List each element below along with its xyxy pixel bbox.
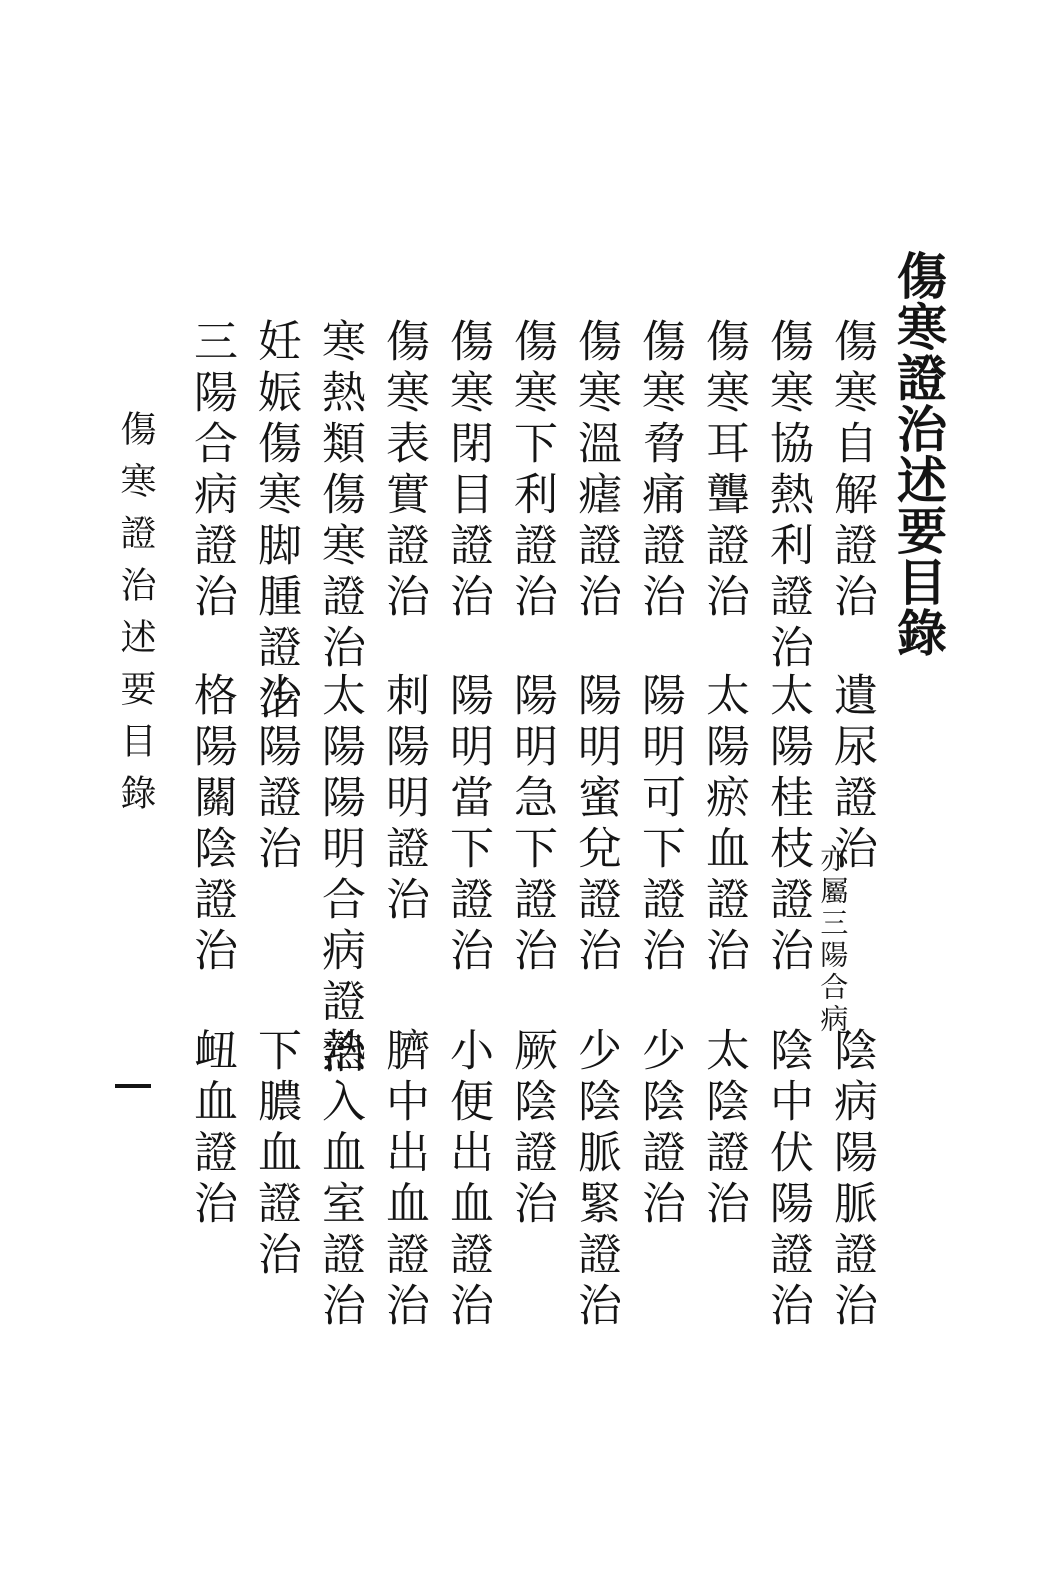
page-title: 傷寒證治述要目錄 [889,250,948,658]
toc-entry: 陽明蜜兌證治 [570,672,621,978]
toc-entry: 太陽陽明合病證治 [314,672,365,1080]
toc-entry: 格陽關陰證治 [186,672,237,978]
toc-entry: 陰病陽脈證治 [826,1027,877,1333]
toc-entry: 陽明當下證治 [442,672,493,978]
toc-entry: 衄血證治 [186,1027,237,1231]
toc-entry: 厥陰證治 [506,1027,557,1231]
toc-entry: 熱入血室證治 [314,1027,365,1333]
toc-entry: 陽明可下證治 [634,672,685,978]
toc-entry: 傷寒自解證治 [826,318,877,624]
toc-entry: 三陽合病證治 [186,318,237,624]
toc-entry: 小便出血證治 [442,1027,493,1333]
toc-entry: 寒熱類傷寒證治 [314,318,365,675]
toc-entry: 傷寒閉目證治 [442,318,493,624]
toc-entry: 少陽證治 [250,672,301,876]
toc-entry: 傷寒下利證治 [506,318,557,624]
toc-entry: 遺尿證治 [826,672,877,876]
toc-entry: 傷寒協熱利證治 [762,318,813,675]
toc-entry: 傷寒耳聾證治 [698,318,749,624]
toc-entry: 少陰脈緊證治 [570,1027,621,1333]
toc-entry-note: 亦屬三陽合病 [816,844,850,1036]
toc-entry: 少陰證治 [634,1027,685,1231]
running-title: 傷寒證治述要目錄 [115,410,156,826]
toc-entry: 刺陽明證治 [378,672,429,927]
toc-entry: 傷寒脅痛證治 [634,318,685,624]
toc-entry: 臍中出血證治 [378,1027,429,1333]
toc-entry: 下膿血證治 [250,1027,301,1282]
toc-entry: 陽明急下證治 [506,672,557,978]
toc-entry: 太陽桂枝證治 [762,672,813,978]
toc-entry: 陰中伏陽證治 [762,1027,813,1333]
toc-entry: 傷寒溫瘧證治 [570,318,621,624]
page-number [115,1084,151,1088]
toc-entry: 太陰證治 [698,1027,749,1231]
toc-entry: 太陽瘀血證治 [698,672,749,978]
toc-entry: 傷寒表實證治 [378,318,429,624]
toc-entry: 妊娠傷寒脚腫證治 [250,318,301,726]
